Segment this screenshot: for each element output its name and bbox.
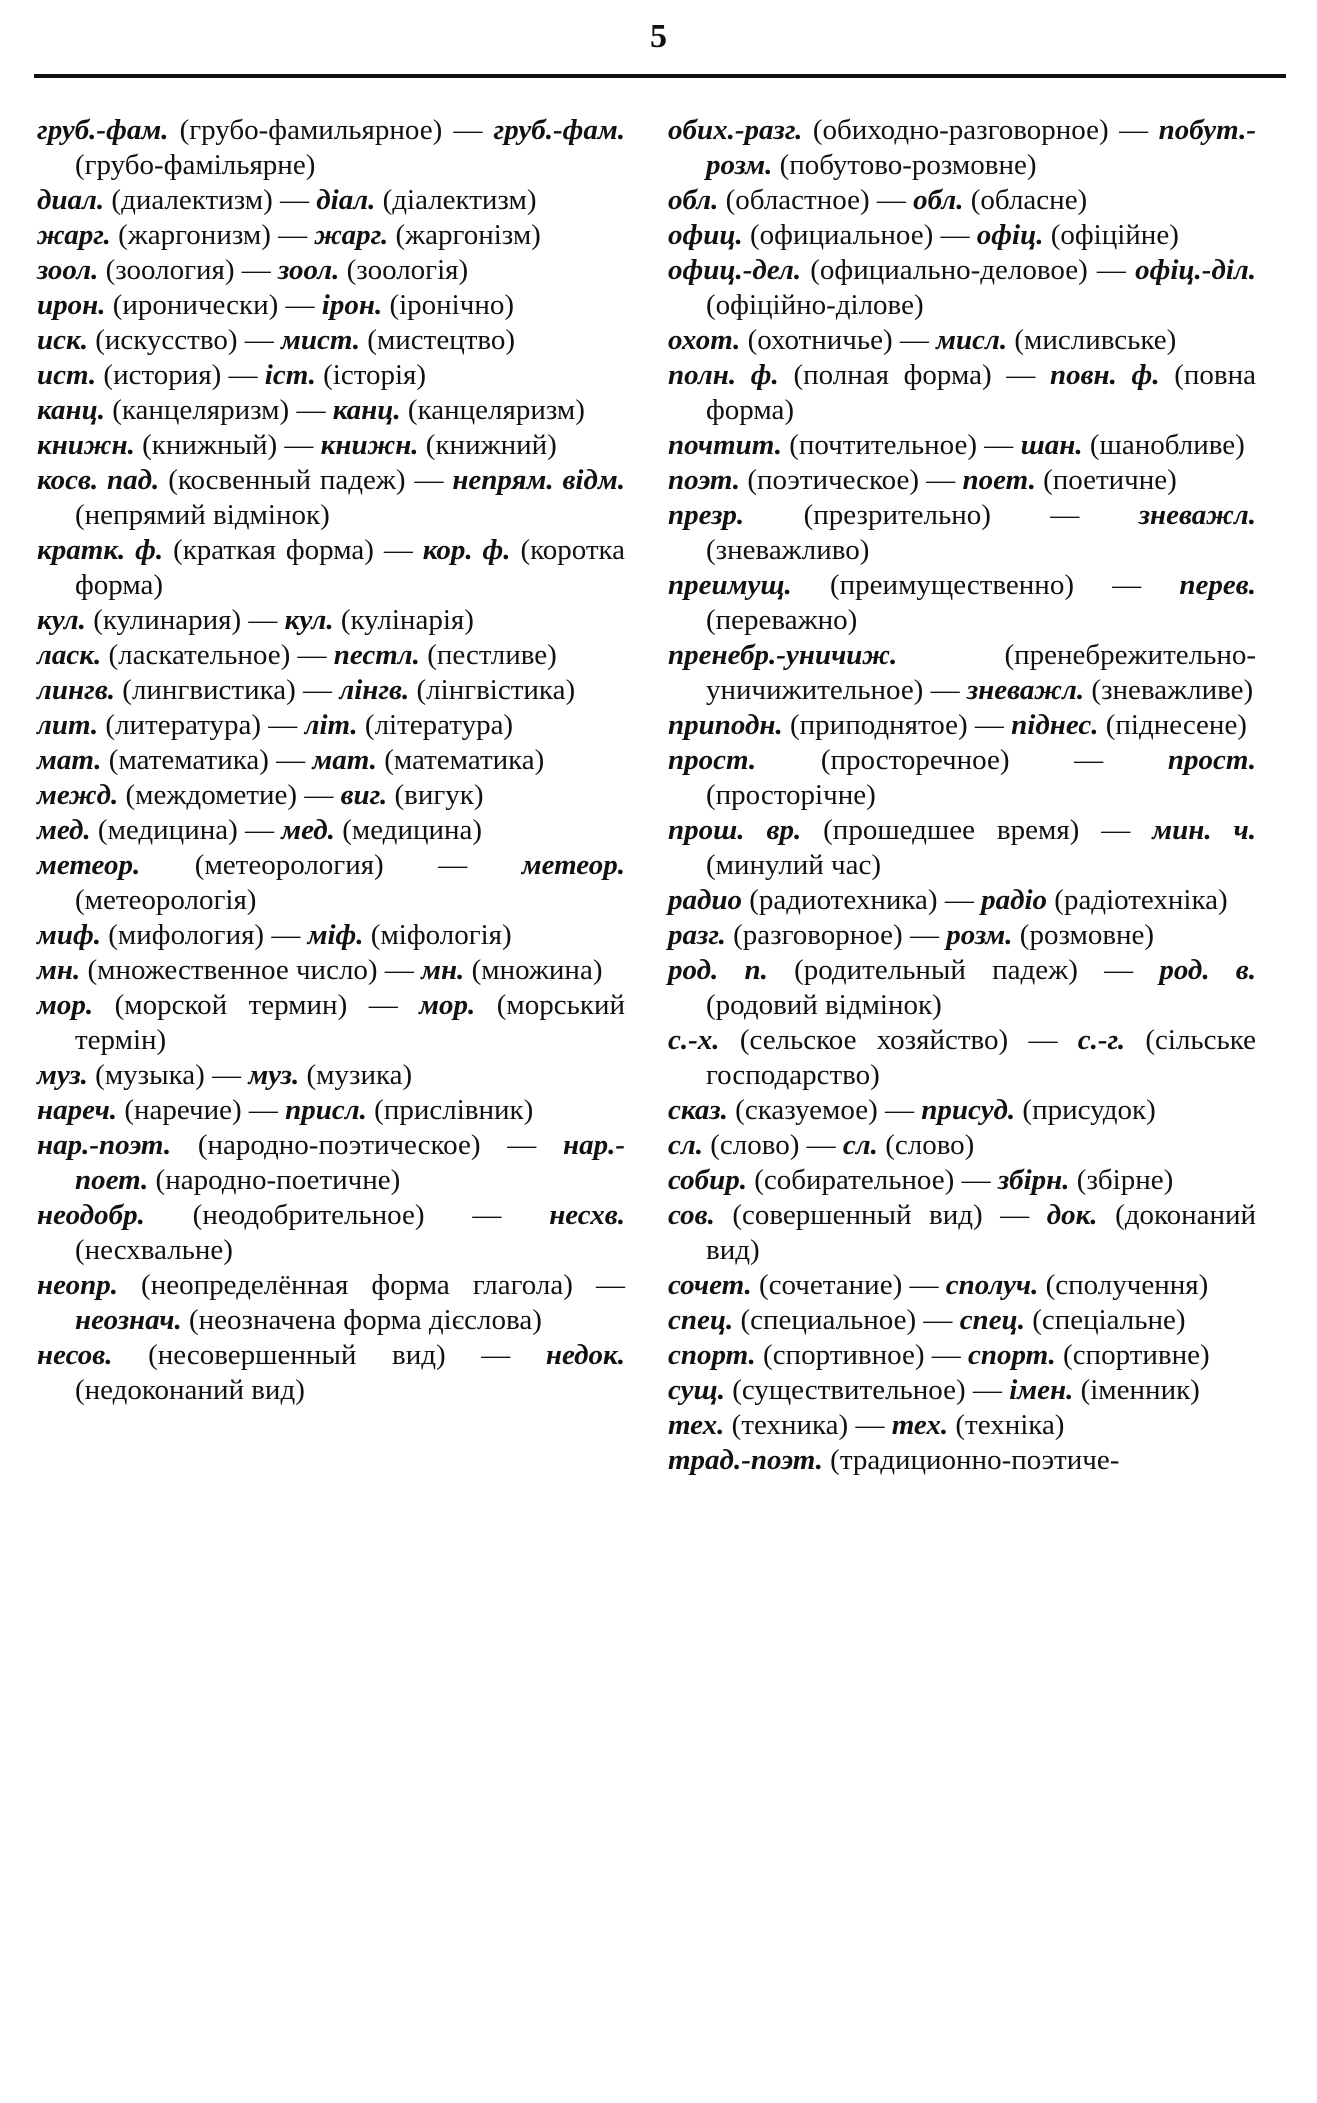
abbreviation-entry — [37, 638, 625, 673]
russian-expansion: (совершенный вид) — — [732, 1199, 1030, 1231]
ukrainian-expansion: (зоологія) — [346, 254, 469, 286]
russian-abbreviation: кратк. ф. — [37, 534, 164, 566]
abbreviation-entry — [668, 113, 1256, 183]
ukrainian-abbreviation: радіо — [981, 884, 1048, 916]
russian-abbreviation: неопр. — [37, 1269, 118, 1301]
abbreviation-entry — [668, 1023, 1256, 1093]
abbreviation-entry — [668, 1093, 1256, 1128]
ukrainian-expansion: (розмовне) — [1019, 919, 1155, 951]
russian-abbreviation: мн. — [37, 954, 81, 986]
russian-abbreviation: лингв. — [37, 674, 116, 706]
russian-expansion: (собирательное) — — [754, 1164, 991, 1196]
ukrainian-expansion: (математика) — [384, 744, 545, 776]
ukrainian-abbreviation: спец. — [959, 1304, 1025, 1336]
ukrainian-expansion: (техніка) — [955, 1409, 1065, 1441]
russian-expansion: (канцеляризм) — — [112, 394, 326, 426]
russian-abbreviation: ист. — [37, 359, 97, 391]
abbreviation-entry — [37, 288, 625, 323]
abbreviation-entry — [668, 743, 1256, 813]
russian-abbreviation: пренебр.-уничиж. — [668, 639, 898, 671]
abbreviation-entry — [37, 743, 625, 778]
ukrainian-abbreviation: мат. — [312, 744, 377, 776]
russian-expansion: (междометие) — — [125, 779, 334, 811]
russian-expansion: (наречие) — — [124, 1094, 278, 1126]
ukrainian-expansion: (побутово-розмовне) — [779, 149, 1037, 181]
russian-expansion: (кулинария) — — [93, 604, 278, 636]
abbreviation-entry — [37, 1093, 625, 1128]
russian-abbreviation: тех. — [668, 1409, 725, 1441]
abbreviation-entry — [668, 1198, 1256, 1268]
ukrainian-abbreviation: мн. — [421, 954, 465, 986]
ukrainian-abbreviation: мин. ч. — [1152, 814, 1256, 846]
russian-expansion: (родительный падеж) — — [794, 954, 1134, 986]
ukrainian-abbreviation: піднес. — [1011, 709, 1099, 741]
ukrainian-abbreviation: поет. — [962, 464, 1036, 496]
abbreviation-entry — [37, 253, 625, 288]
ukrainian-abbreviation: кор. ф. — [422, 534, 511, 566]
ukrainian-abbreviation: мист. — [281, 324, 361, 356]
russian-abbreviation: иск. — [37, 324, 88, 356]
russian-abbreviation: полн. ф. — [668, 359, 779, 391]
russian-expansion: (слово) — — [710, 1129, 836, 1161]
ukrainian-expansion: (пестливе) — [427, 639, 557, 671]
ukrainian-abbreviation: мор. — [419, 989, 476, 1021]
ukrainian-abbreviation: жарг. — [314, 219, 389, 251]
ukrainian-abbreviation: род. в. — [1159, 954, 1256, 986]
russian-expansion: (сельское хозяйство) — — [739, 1024, 1058, 1056]
russian-expansion: (поэтическое) — — [747, 464, 956, 496]
ukrainian-abbreviation: іст. — [264, 359, 316, 391]
abbreviation-entry — [668, 358, 1256, 428]
russian-abbreviation: несов. — [37, 1339, 113, 1371]
ukrainian-abbreviation: груб.-фам. — [493, 114, 625, 146]
ukrainian-abbreviation: шан. — [1020, 429, 1083, 461]
abbreviation-entry — [668, 1373, 1256, 1408]
abbreviation-entry — [37, 323, 625, 358]
russian-expansion: (метеорология) — — [194, 849, 468, 881]
abbreviation-entry — [37, 1268, 625, 1338]
ukrainian-expansion: (жаргонізм) — [395, 219, 541, 251]
ukrainian-expansion: (несхвальне) — [75, 1234, 233, 1266]
russian-abbreviation: радио — [668, 884, 743, 916]
ukrainian-abbreviation: ірон. — [321, 289, 383, 321]
ukrainian-expansion: (повна форма) — [706, 359, 1256, 426]
russian-expansion: (косвенный падеж) — — [168, 464, 444, 496]
russian-expansion: (пренебрежительно-уничижительное) — — [706, 639, 1256, 706]
ukrainian-abbreviation: непрям. відм. — [452, 464, 625, 496]
russian-abbreviation: сочет. — [668, 1269, 752, 1301]
russian-abbreviation: презр. — [668, 499, 745, 531]
ukrainian-abbreviation: тех. — [891, 1409, 949, 1441]
russian-abbreviation: спец. — [668, 1304, 734, 1336]
russian-expansion: (официальное) — — [750, 219, 970, 251]
abbreviation-entry — [668, 813, 1256, 883]
russian-abbreviation: метеор. — [37, 849, 141, 881]
ukrainian-expansion: (піднесене) — [1105, 709, 1247, 741]
abbreviation-entry — [668, 568, 1256, 638]
russian-expansion: (прошедшее время) — — [823, 814, 1131, 846]
ukrainian-expansion: (грубо-фамільярне) — [75, 149, 316, 181]
russian-expansion: (спортивное) — — [763, 1339, 961, 1371]
russian-expansion: (грубо-фамильярное) — — [179, 114, 483, 146]
russian-expansion: (литература) — — [105, 709, 298, 741]
ukrainian-expansion: (просторічне) — [706, 779, 876, 811]
ukrainian-expansion: (множина) — [471, 954, 603, 986]
russian-abbreviation: косв. пад. — [37, 464, 160, 496]
russian-abbreviation: почтит. — [668, 429, 782, 461]
header-rule — [34, 74, 1286, 78]
ukrainian-expansion: (збірне) — [1076, 1164, 1174, 1196]
russian-abbreviation: сл. — [668, 1129, 704, 1161]
russian-abbreviation: прост. — [668, 744, 757, 776]
ukrainian-expansion: (офіційно-ділове) — [706, 289, 924, 321]
russian-expansion: (мифология) — — [108, 919, 301, 951]
abbreviation-entry — [37, 218, 625, 253]
abbreviation-entry — [668, 883, 1256, 918]
russian-abbreviation: канц. — [37, 394, 105, 426]
abbreviation-entry — [37, 953, 625, 988]
russian-expansion: (краткая форма) — — [173, 534, 413, 566]
russian-expansion: (традиционно-поэтиче- — [830, 1444, 1120, 1476]
ukrainian-expansion: (зневажливо) — [706, 534, 870, 566]
russian-expansion: (сказуемое) — — [735, 1094, 915, 1126]
ukrainian-expansion: (поетичне) — [1043, 464, 1177, 496]
ukrainian-expansion: (сполучення) — [1045, 1269, 1209, 1301]
abbreviation-entry — [37, 813, 625, 848]
ukrainian-abbreviation: книжн. — [320, 429, 419, 461]
russian-expansion: (история) — — [103, 359, 258, 391]
abbreviation-entry — [37, 673, 625, 708]
abbreviation-entry — [37, 1198, 625, 1268]
russian-abbreviation: обих.-разг. — [668, 114, 803, 146]
russian-abbreviation: собир. — [668, 1164, 747, 1196]
russian-abbreviation: род. п. — [668, 954, 768, 986]
ukrainian-abbreviation: діал. — [316, 184, 376, 216]
ukrainian-abbreviation: неознач. — [75, 1304, 182, 1336]
russian-abbreviation: мор. — [37, 989, 94, 1021]
abbreviation-entry — [668, 1338, 1256, 1373]
abbreviation-entry — [37, 1058, 625, 1093]
ukrainian-expansion: (книжний) — [425, 429, 557, 461]
ukrainian-abbreviation: нар.-поет. — [75, 1129, 625, 1196]
ukrainian-expansion: (офіційне) — [1050, 219, 1179, 251]
russian-expansion: (разговорное) — — [733, 919, 939, 951]
russian-expansion: (неопределённая форма глагола) — — [141, 1269, 625, 1301]
russian-abbreviation: охот. — [668, 324, 741, 356]
abbreviation-entry — [37, 113, 625, 183]
ukrainian-expansion: (канцеляризм) — [407, 394, 585, 426]
abbreviation-entry — [668, 1268, 1256, 1303]
ukrainian-abbreviation: сл. — [842, 1129, 878, 1161]
russian-expansion: (почтительное) — — [789, 429, 1014, 461]
ukrainian-abbreviation: побут.-розм. — [706, 114, 1257, 181]
abbreviation-entry — [668, 323, 1256, 358]
abbreviation-entry — [37, 183, 625, 218]
ukrainian-abbreviation: розм. — [946, 919, 1013, 951]
russian-expansion: (искусство) — — [95, 324, 274, 356]
page-number: 5 — [650, 18, 667, 55]
russian-abbreviation: ирон. — [37, 289, 106, 321]
russian-abbreviation: поэт. — [668, 464, 741, 496]
abbreviation-entry — [37, 708, 625, 743]
ukrainian-abbreviation: канц. — [332, 394, 401, 426]
ukrainian-expansion: (присудок) — [1022, 1094, 1156, 1126]
left-column — [37, 113, 625, 1408]
abbreviation-entry — [37, 988, 625, 1058]
ukrainian-abbreviation: офіц.-діл. — [1135, 254, 1257, 286]
ukrainian-expansion: (спеціальне) — [1032, 1304, 1186, 1336]
ukrainian-abbreviation: присуд. — [921, 1094, 1016, 1126]
russian-abbreviation: межд. — [37, 779, 119, 811]
ukrainian-expansion: (кулінарія) — [340, 604, 474, 636]
ukrainian-abbreviation: обл. — [913, 184, 964, 216]
russian-expansion: (математика) — — [108, 744, 306, 776]
ukrainian-expansion: (недоконаний вид) — [75, 1374, 305, 1406]
abbreviation-entry — [668, 953, 1256, 1023]
ukrainian-abbreviation: зоол. — [278, 254, 340, 286]
ukrainian-abbreviation: присл. — [285, 1094, 367, 1126]
russian-abbreviation: мед. — [37, 814, 91, 846]
russian-abbreviation: разг. — [668, 919, 726, 951]
russian-expansion: (множественное число) — — [87, 954, 414, 986]
ukrainian-abbreviation: сполуч. — [945, 1269, 1039, 1301]
ukrainian-abbreviation: пестл. — [333, 639, 420, 671]
russian-abbreviation: трад.-поэт. — [668, 1444, 823, 1476]
abbreviation-entry — [668, 183, 1256, 218]
ukrainian-expansion: (непрямий відмінок) — [75, 499, 330, 531]
abbreviation-entry — [668, 218, 1256, 253]
ukrainian-abbreviation: метеор. — [521, 849, 625, 881]
russian-abbreviation: муз. — [37, 1059, 88, 1091]
russian-abbreviation: приподн. — [668, 709, 783, 741]
russian-abbreviation: миф. — [37, 919, 102, 951]
russian-abbreviation: с.-х. — [668, 1024, 720, 1056]
ukrainian-expansion: (морський термін) — [75, 989, 625, 1056]
abbreviation-entry — [668, 1408, 1256, 1443]
ukrainian-expansion: (медицина) — [342, 814, 483, 846]
russian-expansion: (неодобрительное) — — [192, 1199, 502, 1231]
russian-abbreviation: нареч. — [37, 1094, 118, 1126]
ukrainian-abbreviation: повн. ф. — [1049, 359, 1160, 391]
russian-expansion: (жаргонизм) — — [118, 219, 308, 251]
abbreviation-entry — [37, 393, 625, 428]
russian-abbreviation: преимущ. — [668, 569, 792, 601]
ukrainian-expansion: (радіотехніка) — [1054, 884, 1228, 916]
russian-expansion: (охотничье) — — [747, 324, 929, 356]
ukrainian-expansion: (спортивне) — [1063, 1339, 1210, 1371]
russian-expansion: (несовершенный вид) — — [148, 1339, 511, 1371]
ukrainian-expansion: (доконаний вид) — [706, 1199, 1257, 1266]
russian-expansion: (лингвистика) — — [122, 674, 333, 706]
abbreviation-entry — [37, 848, 625, 918]
abbreviation-entry — [37, 358, 625, 393]
russian-expansion: (диалектизм) — — [111, 184, 310, 216]
ukrainian-abbreviation: літ. — [304, 709, 358, 741]
ukrainian-abbreviation: виг. — [340, 779, 388, 811]
ukrainian-abbreviation: с.-г. — [1077, 1024, 1126, 1056]
russian-expansion: (иронически) — — [112, 289, 315, 321]
ukrainian-expansion: (музика) — [306, 1059, 413, 1091]
russian-abbreviation: спорт. — [668, 1339, 756, 1371]
ukrainian-expansion: (слово) — [885, 1129, 975, 1161]
ukrainian-abbreviation: зневажл. — [966, 674, 1085, 706]
ukrainian-abbreviation: перев. — [1179, 569, 1256, 601]
ukrainian-abbreviation: док. — [1046, 1199, 1098, 1231]
russian-expansion: (обиходно-разговорное) — — [812, 114, 1149, 146]
ukrainian-abbreviation: недок. — [545, 1339, 626, 1371]
ukrainian-expansion: (обласне) — [970, 184, 1088, 216]
russian-abbreviation: диал. — [37, 184, 105, 216]
ukrainian-expansion: (вигук) — [394, 779, 484, 811]
russian-expansion: (морской термин) — — [114, 989, 398, 1021]
ukrainian-abbreviation: імен. — [1009, 1374, 1074, 1406]
russian-expansion: (техника) — — [731, 1409, 885, 1441]
russian-expansion: (музыка) — — [95, 1059, 242, 1091]
russian-abbreviation: офиц. — [668, 219, 743, 251]
abbreviation-entry — [668, 1128, 1256, 1163]
ukrainian-expansion: (іменник) — [1080, 1374, 1200, 1406]
ukrainian-abbreviation: кул. — [284, 604, 334, 636]
russian-expansion: (полная форма) — — [793, 359, 1036, 391]
ukrainian-expansion: (метеорологія) — [75, 884, 257, 916]
ukrainian-expansion: (діалектизм) — [382, 184, 537, 216]
ukrainian-expansion: (зневажливе) — [1091, 674, 1254, 706]
ukrainian-expansion: (література) — [364, 709, 514, 741]
abbreviation-entry — [668, 638, 1256, 708]
russian-abbreviation: кул. — [37, 604, 86, 636]
abbreviation-entry — [668, 253, 1256, 323]
ukrainian-abbreviation: муз. — [248, 1059, 300, 1091]
russian-abbreviation: офиц.-дел. — [668, 254, 802, 286]
russian-abbreviation: жарг. — [37, 219, 111, 251]
russian-abbreviation: груб.-фам. — [37, 114, 169, 146]
abbreviation-entry — [37, 603, 625, 638]
russian-expansion: (областное) — — [725, 184, 906, 216]
russian-expansion: (официально-деловое) — — [810, 254, 1126, 286]
abbreviation-entry — [668, 708, 1256, 743]
ukrainian-abbreviation: лінгв. — [339, 674, 410, 706]
russian-abbreviation: лит. — [37, 709, 99, 741]
russian-expansion: (книжный) — — [142, 429, 314, 461]
abbreviation-entry — [37, 428, 625, 463]
russian-expansion: (радиотехника) — — [749, 884, 974, 916]
ukrainian-expansion: (родовий відмінок) — [706, 989, 942, 1021]
russian-abbreviation: зоол. — [37, 254, 99, 286]
ukrainian-abbreviation: збірн. — [997, 1164, 1070, 1196]
russian-expansion: (просторечное) — — [820, 744, 1104, 776]
russian-abbreviation: ласк. — [37, 639, 102, 671]
abbreviation-entry — [668, 498, 1256, 568]
ukrainian-expansion: (міфологія) — [370, 919, 512, 951]
ukrainian-expansion: (іронічно) — [389, 289, 515, 321]
russian-abbreviation: сказ. — [668, 1094, 728, 1126]
abbreviation-entry — [37, 1128, 625, 1198]
ukrainian-abbreviation: міф. — [307, 919, 364, 951]
russian-expansion: (народно-поэтическое) — — [197, 1129, 537, 1161]
ukrainian-expansion: (шанобливе) — [1089, 429, 1245, 461]
ukrainian-expansion: (сільське господарство) — [706, 1024, 1256, 1091]
abbreviation-entry — [668, 1303, 1256, 1338]
abbreviation-entry — [37, 778, 625, 813]
russian-abbreviation: нар.-поэт. — [37, 1129, 172, 1161]
ukrainian-abbreviation: прост. — [1167, 744, 1257, 776]
ukrainian-abbreviation: мисл. — [936, 324, 1008, 356]
abbreviation-entry — [37, 463, 625, 533]
russian-expansion: (презрительно) — — [803, 499, 1080, 531]
russian-abbreviation: неодобр. — [37, 1199, 145, 1231]
ukrainian-expansion: (народно-поетичне) — [155, 1164, 401, 1196]
russian-expansion: (сочетание) — — [759, 1269, 939, 1301]
ukrainian-abbreviation: спорт. — [968, 1339, 1056, 1371]
ukrainian-expansion: (прислівник) — [374, 1094, 534, 1126]
abbreviation-entry — [37, 918, 625, 953]
abbreviation-entry — [37, 1338, 625, 1408]
ukrainian-expansion: (переважно) — [706, 604, 858, 636]
ukrainian-abbreviation: несхв. — [549, 1199, 625, 1231]
russian-expansion: (существительное) — — [732, 1374, 1002, 1406]
russian-abbreviation: мат. — [37, 744, 102, 776]
right-column — [668, 113, 1256, 1478]
abbreviation-entry — [668, 463, 1256, 498]
russian-expansion: (приподнятое) — — [790, 709, 1004, 741]
ukrainian-abbreviation: зневажл. — [1138, 499, 1256, 531]
abbreviation-entry — [37, 533, 625, 603]
ukrainian-expansion: (неозначена форма дієслова) — [188, 1304, 542, 1336]
abbreviation-entry — [668, 1443, 1256, 1478]
ukrainian-expansion: (лінгвістика) — [416, 674, 576, 706]
ukrainian-abbreviation: мед. — [281, 814, 335, 846]
russian-abbreviation: обл. — [668, 184, 719, 216]
russian-expansion: (специальное) — — [740, 1304, 953, 1336]
ukrainian-expansion: (коротка форма) — [75, 534, 626, 601]
russian-abbreviation: книжн. — [37, 429, 135, 461]
russian-expansion: (зоология) — — [105, 254, 271, 286]
ukrainian-expansion: (мисливське) — [1014, 324, 1177, 356]
russian-expansion: (ласкательное) — — [108, 639, 327, 671]
russian-abbreviation: сущ. — [668, 1374, 725, 1406]
abbreviation-entry — [668, 918, 1256, 953]
russian-abbreviation: сов. — [668, 1199, 715, 1231]
abbreviation-entry — [668, 428, 1256, 463]
ukrainian-expansion: (мистецтво) — [367, 324, 516, 356]
russian-abbreviation: прош. вр. — [668, 814, 802, 846]
russian-expansion: (преимущественно) — — [830, 569, 1142, 601]
abbreviation-entry — [668, 1163, 1256, 1198]
ukrainian-expansion: (минулий час) — [706, 849, 882, 881]
ukrainian-expansion: (історія) — [323, 359, 427, 391]
russian-expansion: (медицина) — — [97, 814, 275, 846]
ukrainian-abbreviation: офіц. — [976, 219, 1044, 251]
